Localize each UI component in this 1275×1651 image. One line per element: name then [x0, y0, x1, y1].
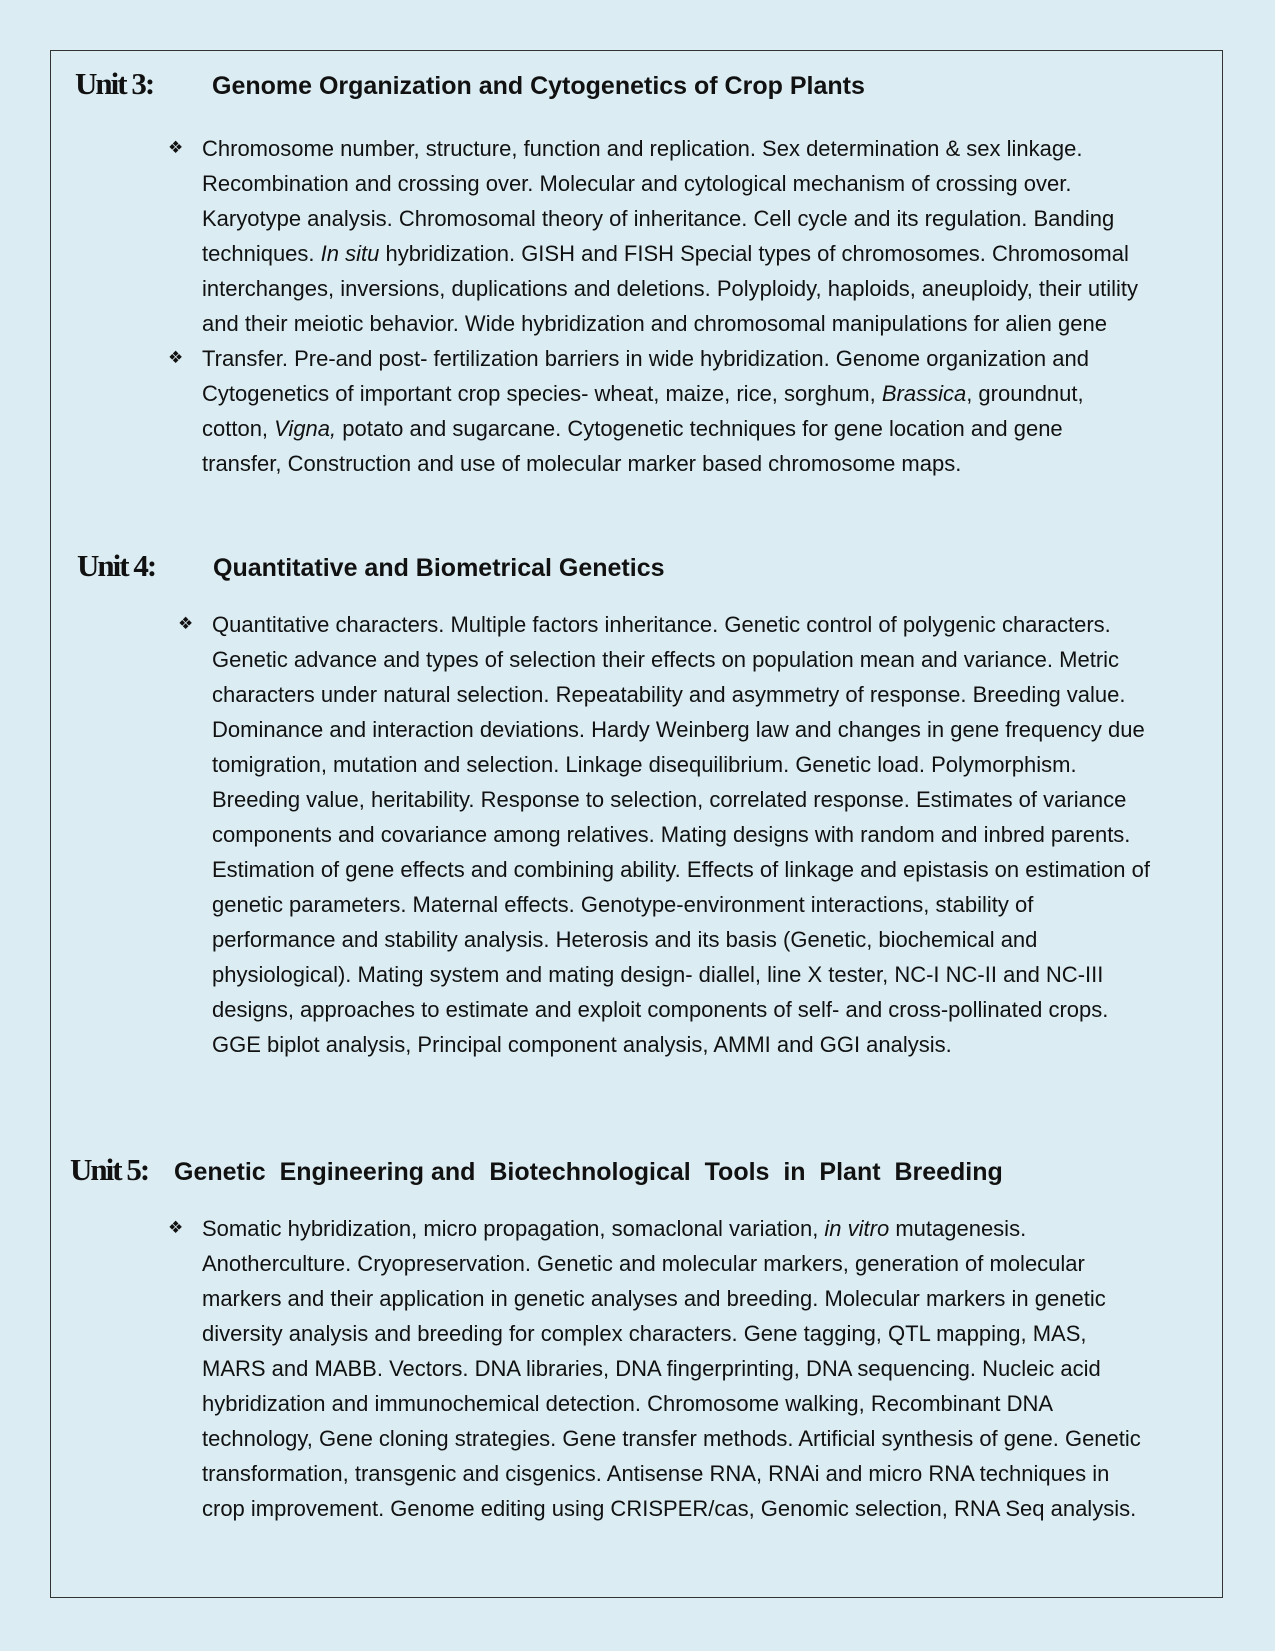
- four-diamond-bullet-icon: ❖: [168, 348, 184, 368]
- unit-5-label: Unit 5:: [70, 1152, 149, 1187]
- unit-4-header: [77, 548, 665, 584]
- four-diamond-bullet-icon: ❖: [168, 1218, 184, 1238]
- unit-4-title: Quantitative and Biometrical Genetics: [213, 554, 665, 582]
- unit-3-label: Unit 3:: [75, 66, 154, 101]
- unit-3-topic-list: [168, 131, 1148, 481]
- unit-4-topic-text: Quantitative characters. Multiple factors inheritance. Genetic control of polygenic characters. Genetic advance and types of selection their effects on population mean and variance. Metric characters under natural selection. Repeatability and asymmetry of response. Breeding value. Dominance and interaction deviations. Hardy Weinberg law and changes in gene frequency due tomigration, mutation and selection. Linkage disequilibrium. Genetic load. Polymorphism. Breeding value, heritability. Response to selection, correlated response. Estimates of variance components and covariance among relatives. Mating designs with random and inbred parents. Estimation of gene effects and combining ability. Effects of linkage and epistasis on estimation of genetic parameters. Maternal effects. Genotype-environment interactions, stability of performance and stability analysis. Heterosis and its basis (Genetic, biochemical and physiological). Mating system and mating design- diallel, line X tester, NC-I NC-II and NC-III designs, approaches to estimate and exploit components of self- and cross-pollinated crops. GGE biplot analysis, Principal component analysis, AMMI and GGI analysis.: [212, 612, 1150, 1057]
- unit-4-topic-list: [178, 607, 1158, 1062]
- unit-5-header: [70, 1152, 1003, 1188]
- unit-3-topic-item: [168, 131, 1148, 341]
- unit-5-topic-list: [168, 1211, 1148, 1526]
- unit-3-topic-item: [168, 341, 1148, 481]
- unit-4-topic-item: [178, 607, 1158, 1062]
- unit-4-label: Unit 4:: [77, 548, 156, 583]
- unit-3-topic-text: Chromosome number, structure, function and replication. Sex determination & sex linkage. Recombination and crossing over. Molecular and cytological mechanism of crossing over. Karyotype analysis. Chromosomal theory of inheritance. Cell cycle and its regulation. Banding techniques. In situ hybridization. GISH and FISH Special types of chromosomes. Chromosomal interchanges, inversions, duplications and deletions. Polyploidy, haploids, aneuploidy, their utility and their meiotic behavior. Wide hybridization and chromosomal manipulations for alien gene: [202, 136, 1138, 336]
- unit-3-title: Genome Organization and Cytogenetics of Crop Plants: [212, 72, 865, 100]
- four-diamond-bullet-icon: ❖: [178, 614, 194, 634]
- unit-5-topic-item: [168, 1211, 1148, 1526]
- unit-5-title: Genetic Engineering and Biotechnological Tools in Plant Breeding: [174, 1158, 1003, 1186]
- four-diamond-bullet-icon: ❖: [168, 138, 184, 158]
- unit-5-topic-text: Somatic hybridization, micro propagation, somaclonal variation, in vitro mutagenesis. Anotherculture. Cryopreservation. Genetic and molecular markers, generation of molecular markers and their application in genetic analyses and breeding. Molecular markers in genetic diversity analysis and breeding for complex characters. Gene tagging, QTL mapping, MAS, MARS and MABB. Vectors. DNA libraries, DNA fingerprinting, DNA sequencing. Nucleic acid hybridization and immunochemical detection. Chromosome walking, Recombinant DNA technology, Gene cloning strategies. Gene transfer methods. Artificial synthesis of gene. Genetic transformation, transgenic and cisgenics. Antisense RNA, RNAi and micro RNA techniques in crop improvement. Genome editing using CRISPER/cas, Genomic selection, RNA Seq analysis.: [202, 1216, 1141, 1521]
- unit-3-topic-text: Transfer. Pre-and post- fertilization barriers in wide hybridization. Genome organization and Cytogenetics of important crop species- wheat, maize, rice, sorghum, Brassica, groundnut, cotton, Vigna, potato and sugarcane. Cytogenetic techniques for gene location and gene transfer, Construction and use of molecular marker based chromosome maps.: [202, 346, 1089, 476]
- unit-3-header: [75, 66, 865, 102]
